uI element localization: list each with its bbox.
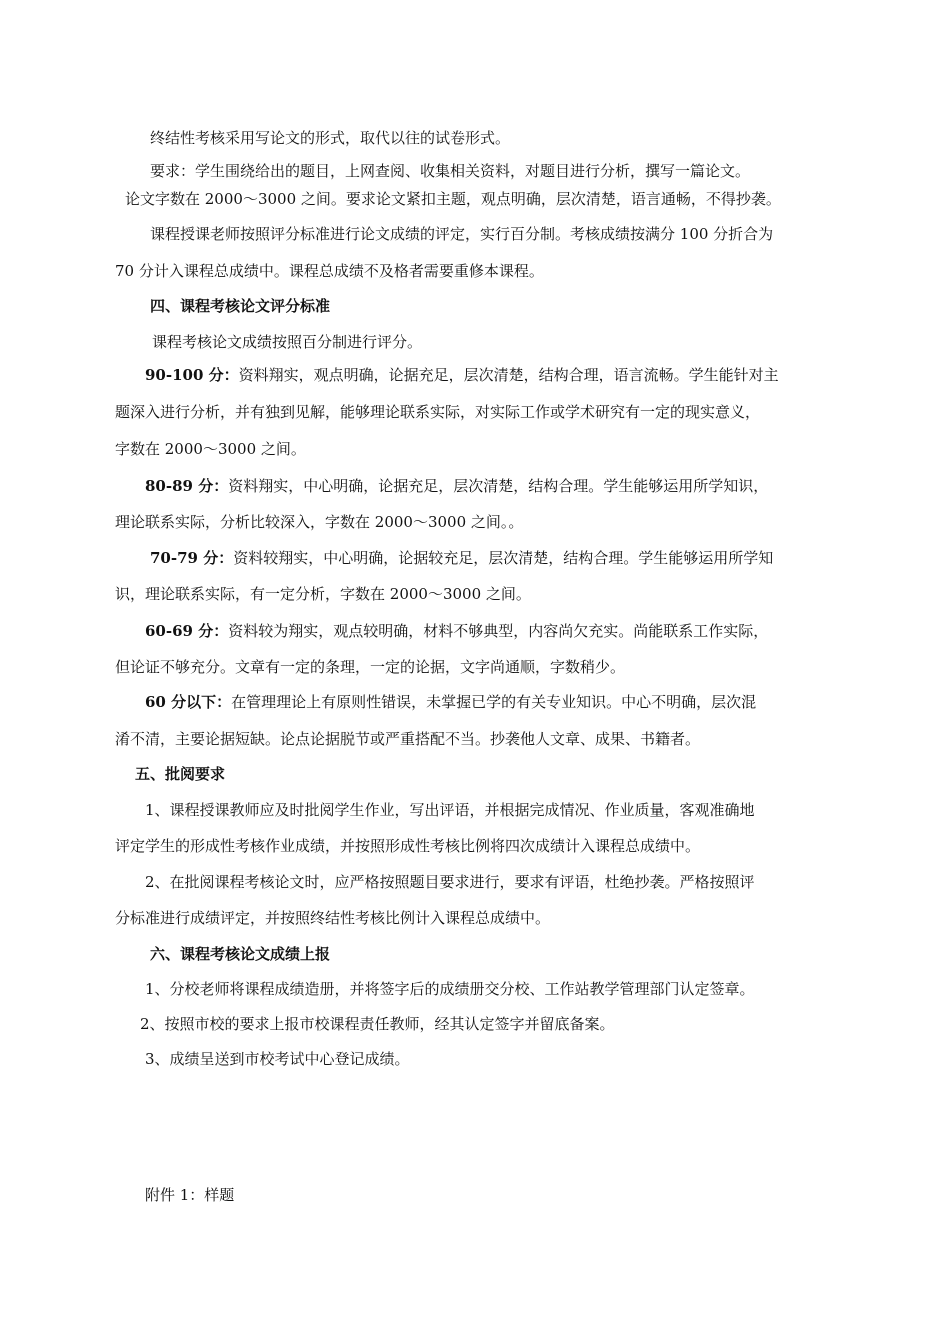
grade-label: 60-69 分：: [145, 622, 229, 640]
grade-below-60-line-1: [145, 692, 756, 712]
grade-60-69-line-1: [145, 621, 768, 641]
section-4-intro: 课程考核论文成绩按照百分制进行评分。: [152, 333, 423, 351]
grade-below-60-line-2: 淆不清，主要论据短缺。论点论据脱节或严重搭配不当。抄袭他人文章、成果、书籍者。: [115, 730, 701, 748]
intro-paragraph-2-line-1: 要求：学生围绕给出的题目，上网查阅、收集相关资料，对题目进行分析，撰写一篇论文。: [150, 162, 751, 180]
grade-90-100-line-3: 字数在 2000～3000 之间。: [115, 440, 306, 458]
report-item-1: 1、分校老师将课程成绩造册，并将签字后的成绩册交分校、工作站教学管理部门认定签章。: [145, 980, 755, 998]
intro-paragraph-3-line-1: 课程授课老师按照评分标准进行论文成绩的评定，实行百分制。考核成绩按满分 100 分折合为: [150, 225, 774, 243]
section-6-heading: 六、课程考核论文成绩上报: [150, 945, 331, 963]
grade-label: 70-79 分：: [150, 549, 234, 567]
intro-paragraph-2-line-2: 论文字数在 2000～3000 之间。要求论文紧扣主题，观点明确，层次清楚，语言通畅，不得抄袭。: [125, 190, 781, 208]
section-5-heading: 五、批阅要求: [135, 765, 226, 783]
grade-70-79-line-2: 识，理论联系实际，有一定分析，字数在 2000～3000 之间。: [115, 585, 531, 603]
review-item-1-line-2: 评定学生的形成性考核作业成绩，并按照形成性考核比例将四次成绩计入课程总成绩中。: [115, 837, 701, 855]
intro-paragraph-3-line-2: 70 分计入课程总成绩中。课程总成绩不及格者需要重修本课程。: [115, 262, 544, 280]
grade-80-89-line-1: [145, 476, 768, 496]
grade-90-100-line-1: [145, 365, 779, 385]
review-item-1-line-1: 1、课程授课教师应及时批阅学生作业，写出评语，并根据完成情况、作业质量，客观准确地: [145, 801, 755, 819]
report-item-2: 2、按照市校的要求上报市校课程责任教师，经其认定签字并留底备案。: [140, 1015, 615, 1033]
section-4-heading: 四、课程考核论文评分标准: [150, 297, 331, 315]
grade-text: 资料翔实，中心明确，论据充足，层次清楚，结构合理。学生能够运用所学知识，: [228, 477, 769, 495]
review-item-2-line-2: 分标准进行成绩评定，并按照终结性考核比例计入课程总成绩中。: [115, 909, 551, 927]
review-item-2-line-1: 2、在批阅课程考核论文时，应严格按照题目要求进行，要求有评语，杜绝抄袭。严格按照评: [145, 873, 755, 891]
attachment-label: 附件 1：样题: [145, 1186, 235, 1204]
grade-60-69-line-2: 但论证不够充分。文章有一定的条理，一定的论据，文字尚通顺，字数稍少。: [115, 658, 626, 676]
grade-text: 资料较为翔实，观点较明确，材料不够典型，内容尚欠充实。尚能联系工作实际，: [228, 622, 769, 640]
grade-label: 90-100 分：: [145, 366, 239, 384]
grade-70-79-line-1: [150, 548, 773, 568]
grade-text: 资料翔实，观点明确，论据充足，层次清楚，结构合理，语言流畅。学生能针对主: [238, 366, 779, 384]
report-item-3: 3、成绩呈送到市校考试中心登记成绩。: [145, 1050, 410, 1068]
grade-90-100-line-2: 题深入进行分析，并有独到见解，能够理论联系实际，对实际工作或学术研究有一定的现实意义，: [115, 403, 761, 421]
grade-label: 60 分以下：: [145, 693, 232, 711]
intro-paragraph-1: 终结性考核采用写论文的形式，取代以往的试卷形式。: [150, 129, 511, 147]
grade-label: 80-89 分：: [145, 477, 229, 495]
grade-text: 在管理理论上有原则性错误，未掌握已学的有关专业知识。中心不明确，层次混: [231, 693, 757, 711]
grade-text: 资料较翔实，中心明确，论据较充足，层次清楚，结构合理。学生能够运用所学知: [233, 549, 774, 567]
grade-80-89-line-2: 理论联系实际，分析比较深入，字数在 2000～3000 之间。。: [115, 513, 524, 531]
